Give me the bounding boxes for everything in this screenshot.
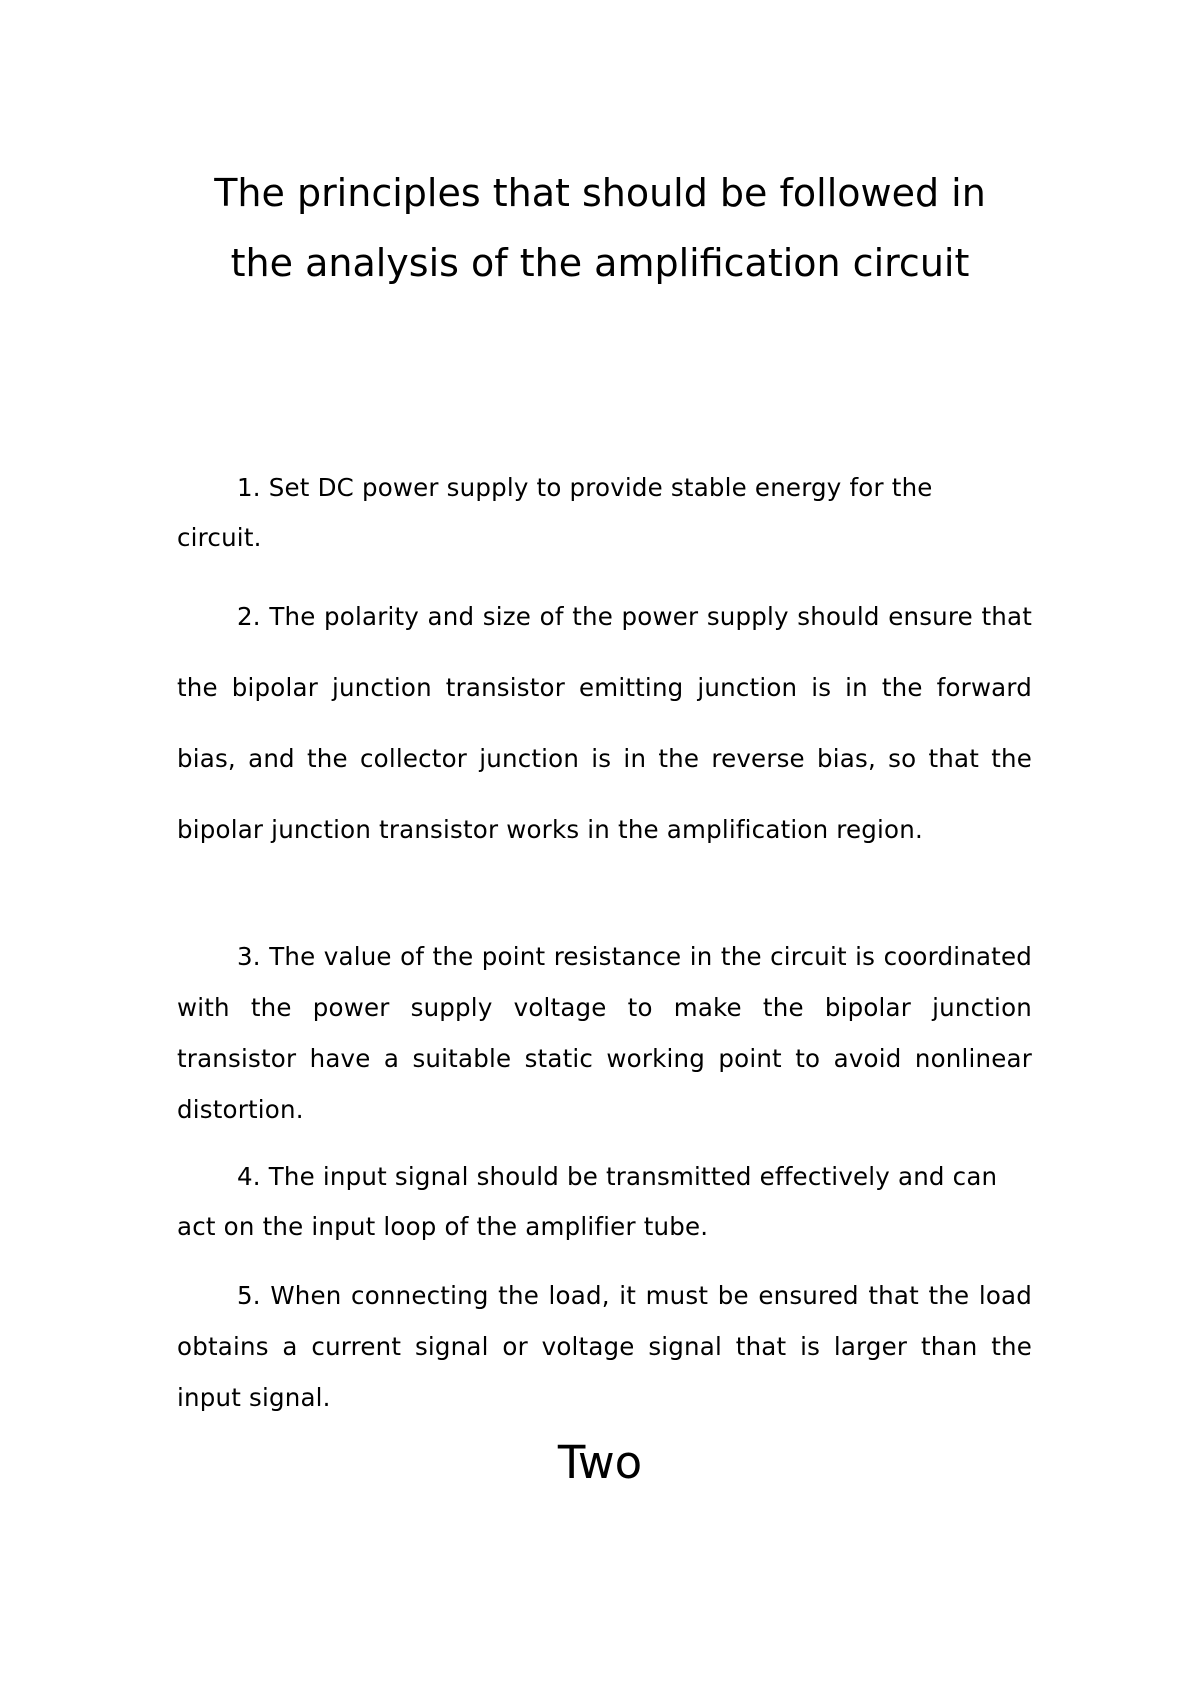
principle-5: 5. When connecting the load, it must be ensured that the load obtains a current signal or voltage signal that is larger than the input signal. [177, 1281, 1032, 1412]
principle-3: 3. The value of the point resistance in the circuit is coordinated with the power supply voltage to make the bipolar junction transistor have a suitable static working point to avoid nonlinear distortion. [177, 942, 1032, 1124]
title-line-2: the analysis of the amplification circuit [230, 241, 970, 285]
principle-2: 2. The polarity and size of the power supply should ensure that the bipolar junction transistor emitting junction is in the forward bias, and the collector junction is in the reverse bias, so that the bipolar junction transistor works in the amplification region. [177, 602, 1032, 844]
page-number: Two [557, 1436, 643, 1489]
principle-4: 4. The input signal should be transmitted effectively and can act on the input loop of the amplifier tube. [177, 1162, 998, 1241]
title-line-1: The principles that should be followed in [214, 171, 986, 215]
principle-1: 1. Set DC power supply to provide stable energy for the circuit. [177, 473, 933, 552]
page-title [150, 158, 1050, 298]
